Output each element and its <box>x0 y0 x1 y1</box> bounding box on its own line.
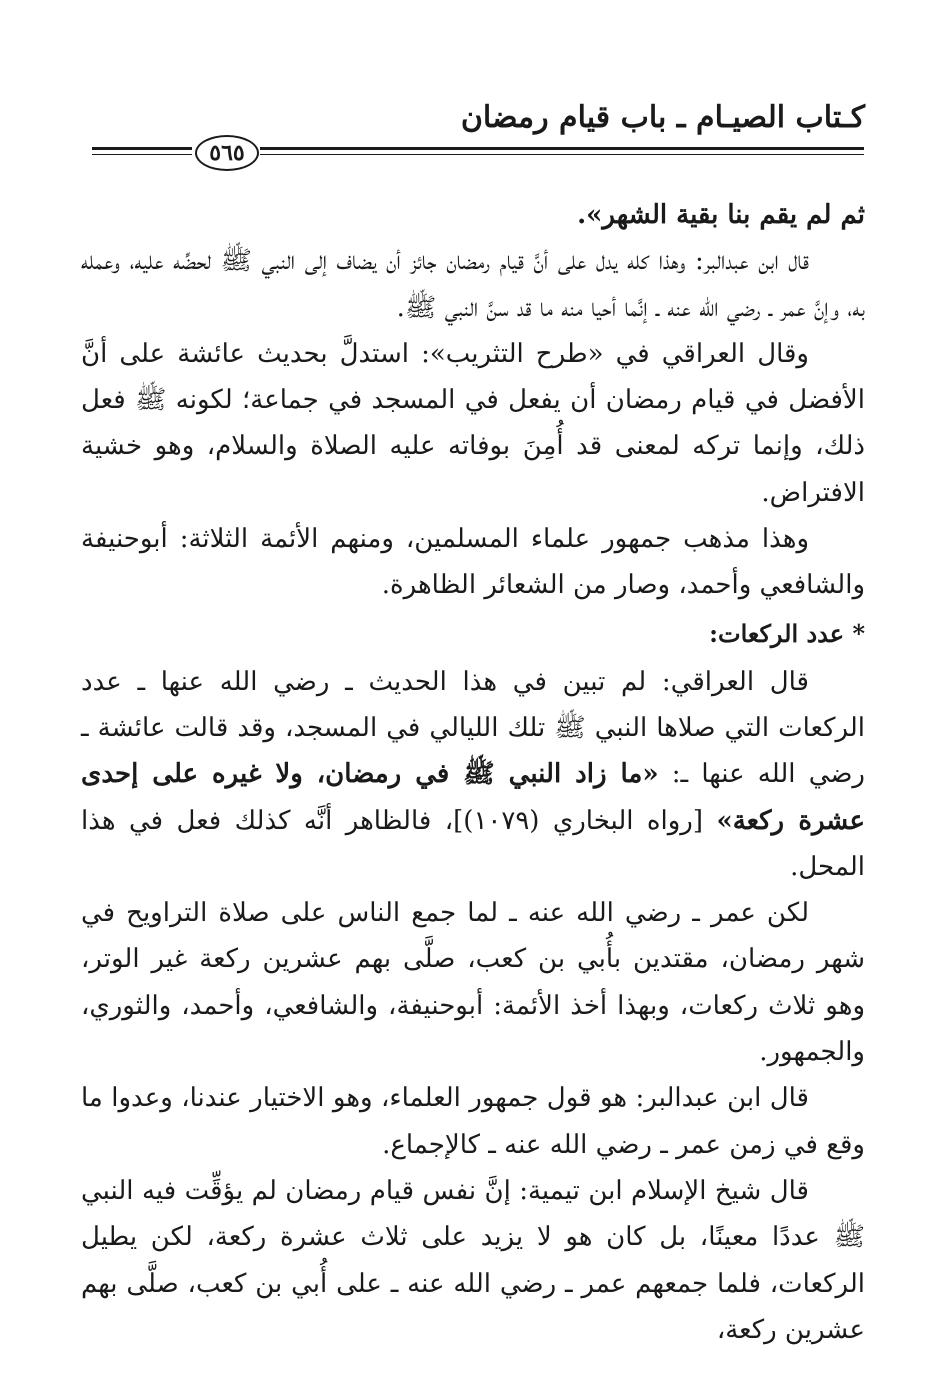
paragraph-iraqi-rakat-citation: [رواه البخاري (١٠٧٩)]، فالظاهر أنَّه كذلك فعل في هذا المحل. <box>81 805 865 882</box>
paragraph-umar-tarawih: لكن عمر ـ رضي الله عنه ـ لما جمع الناس على صلاة التراويح في شهر رمضان، مقتدين بأُبي بن كعب، صلَّى بهم عشرين ركعة غير الوتر، وهو ثلاث ركعات، وبهذا أخذ الأئمة: أبوحنيفة، والشافعي، وأحمد، والثوري، والجمهور. <box>81 898 865 1068</box>
header-rule-left-thin <box>92 154 192 155</box>
header-rule-right-thick <box>260 147 864 150</box>
paragraph-jumhur: وهذا مذهب جمهور علماء المسلمين، ومنهم الأئمة الثلاثة: أبوحنيفة والشافعي وأحمد، وصار من الشعائر الظاهرة. <box>81 524 865 601</box>
paragraph-ibn-abdulbarr-2: قال ابن عبدالبر: هو قول جمهور العلماء، وهو الاختيار عندنا، وعدوا ما وقع في زمن عمر ـ رضي الله عنه ـ كالإجماع. <box>81 1083 865 1160</box>
running-title: كـتاب الصيـام ـ باب قيام رمضان <box>460 100 865 135</box>
hadith-closing-line: ثم لم يقم بنا بقية الشهر». <box>577 200 865 230</box>
paragraph-iraqi-rakat-text: قال العراقي: لم تبين في هذا الحديث ـ رضي الله عنها ـ عدد الركعات التي صلاها النبي ﷺ تلك الليالي في المسجد، وقد قالت عائشة ـ رضي الله عنها ـ: <box>81 666 865 790</box>
page-number: ٥٦٥ <box>195 135 259 171</box>
paragraph-ibn-taymiyyah: قال شيخ الإسلام ابن تيمية: إنَّ نفس قيام رمضان لم يؤقِّت فيه النبي ﷺ عددًا معينًا، بل كان هو لا يزيد على ثلاث عشرة ركعة، لكن يطيل الركعات، فلما جمعهم عمر ـ رضي الله عنه ـ على أُبي بن كعب، صلَّى بهم عشرين ركعة، <box>81 1175 865 1345</box>
header-rule <box>92 134 864 174</box>
paragraph-iraqi-rakat <box>81 659 865 890</box>
header-rule-left-thick <box>92 147 192 150</box>
section-heading-rakat: * عدد الركعات: <box>709 618 865 648</box>
paragraph-ibn-abdulbarr-1: قال ابن عبدالبر: وهذا كله يدل على أنَّ قيام رمضان جائز أن يضاف إلى النبي ﷺ لحضِّه عليه، وعمله به، وإنَّ عمر ـ رضي الله عنه ـ إنَّما أحيا منه ما قد سنَّ النبي ﷺ. <box>81 246 865 323</box>
header-rule-right-thin <box>260 154 864 155</box>
paragraph-iraqi-tarh: وقال العراقي في «طرح التثريب»: استدلَّ بحديث عائشة على أنَّ الأفضل في قيام رمضان أن يفعل في المسجد في جماعة؛ لكونه ﷺ فعل ذلك، وإنما تركه لمعنى قد أُمِنَ بوفاته عليه الصلاة والسلام، وهو خشية الافتراض. <box>81 338 865 508</box>
aisha-hadith-quote: «ما زاد النبي ﷺ في رمضان، ولا غيره على إحدى عشرة ركعة» <box>81 759 865 836</box>
page-body <box>81 192 865 1353</box>
